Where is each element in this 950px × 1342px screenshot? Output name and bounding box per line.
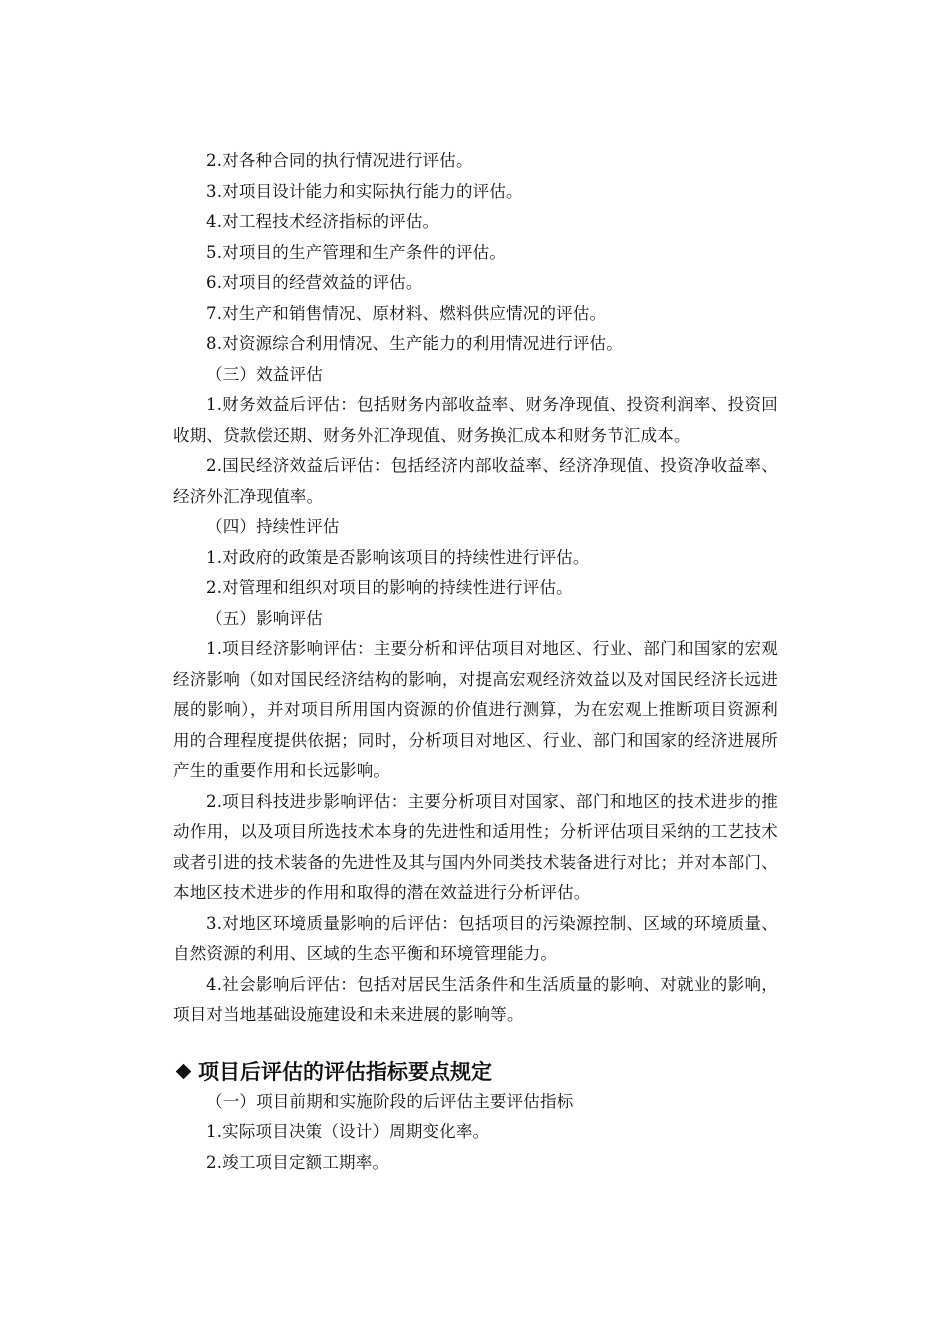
body-text-top [173, 146, 778, 1031]
paragraph: 2.项目科技进步影响评估：主要分析项目对国家、部门和地区的技术进步的推动作用，以及项目所选技术本身的先进性和适用性；分析评估项目采纳的工艺技术或者引进的技术装备的先进性及其与国内外同类技术装备进行对比；并对本部门、本地区技术进步的作用和取得的潜在效益进行分析评估。 [173, 791, 778, 902]
subheading: （一）项目前期和实施阶段的后评估主要评估指标 [206, 1091, 574, 1111]
paragraph: 3.对项目设计能力和实际执行能力的评估。 [206, 181, 523, 201]
paragraph: 4.对工程技术经济指标的评估。 [206, 212, 440, 231]
paragraph: 1.财务效益后评估：包括财务内部收益率、财务净现值、投资利润率、投资回收期、贷款偿还期、财务外汇净现值、财务换汇成本和财务节汇成本。 [173, 395, 778, 445]
paragraph: 4.社会影响后评估：包括对居民生活条件和生活质量的影响、对就业的影响，项目对当地基础设施建设和未来进展的影响等。 [173, 974, 778, 1024]
paragraph: 5.对项目的生产管理和生产条件的评估。 [206, 242, 507, 262]
section-heading [173, 1057, 778, 1087]
paragraph: 8.对资源综合利用情况、生产能力的利用情况进行评估。 [206, 334, 623, 353]
diamond-bullet-icon [176, 1064, 192, 1080]
body-text-bottom [173, 1087, 778, 1179]
paragraph: 2.国民经济效益后评估：包括经济内部收益率、经济净现值、投资净收益率、经济外汇净现值率。 [173, 456, 778, 506]
paragraph: 1.实际项目决策（设计）周期变化率。 [206, 1122, 490, 1141]
paragraph: 3.对地区环境质量影响的后评估：包括项目的污染源控制、区域的环境质量、自然资源的利用、区域的生态平衡和环境管理能力。 [173, 913, 778, 963]
paragraph: 1.对政府的政策是否影响该项目的持续性进行评估。 [206, 547, 590, 567]
paragraph: 6.对项目的经营效益的评估。 [206, 273, 423, 292]
subheading: （五）影响评估 [206, 608, 323, 628]
paragraph: 2.对管理和组织对项目的影响的持续性进行评估。 [206, 578, 573, 597]
paragraph: 2.竣工项目定额工期率。 [206, 1152, 390, 1172]
document-page [173, 146, 778, 1178]
section-heading-text: 项目后评估的评估指标要点规定 [198, 1059, 492, 1084]
paragraph: 1.项目经济影响评估：主要分析和评估项目对地区、行业、部门和国家的宏观经济影响（如对国民经济结构的影响，对提高宏观经济效益以及对国民经济长远进展的影响），并对项目所用国内资源的价值进行测算，为在宏观上推断项目资源利用的合理程度提供依据；同时，分析项目对地区、行业、部门和国家的经济进展所产生的重要作用和长远影响。 [173, 639, 778, 780]
paragraph: 7.对生产和销售情况、原材料、燃料供应情况的评估。 [206, 303, 607, 323]
paragraph: 2.对各种合同的执行情况进行评估。 [206, 151, 473, 170]
subheading: （三）效益评估 [206, 364, 323, 384]
subheading: （四）持续性评估 [206, 517, 340, 536]
